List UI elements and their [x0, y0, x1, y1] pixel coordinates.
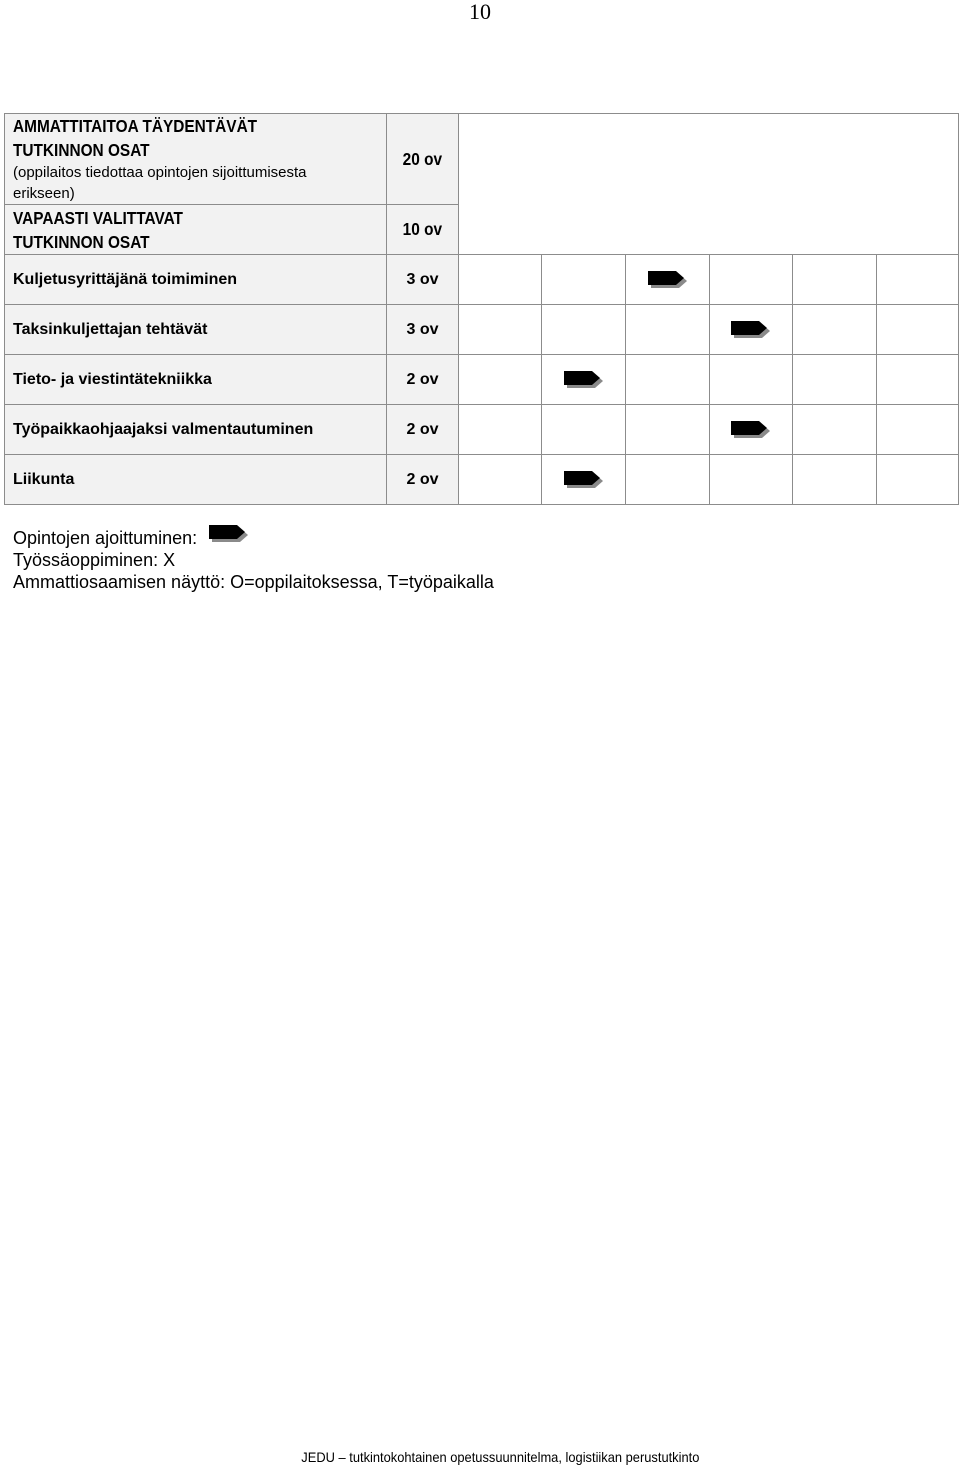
period-cell [459, 355, 542, 405]
legend-timing-label: Opintojen ajoittuminen: [13, 528, 198, 548]
legend-workplace [13, 549, 494, 571]
header-note-2: erikseen) [13, 185, 75, 202]
period-cell [626, 405, 710, 455]
table-row [5, 305, 959, 355]
period-cell [459, 405, 542, 455]
unit-ov: 3 ov [387, 255, 459, 305]
period-cell [877, 255, 959, 305]
period-cell [877, 455, 959, 505]
period-cell [710, 255, 793, 305]
page-number: 10 [469, 0, 491, 24]
header-note-1: (oppilaitos tiedottaa opintojen sijoittumisesta [13, 164, 307, 181]
header-ov-cell [387, 114, 459, 205]
header-ov: 20 ov [402, 148, 443, 169]
arrow-right-icon [731, 419, 771, 441]
period-cell [710, 455, 793, 505]
period-cell [542, 455, 626, 505]
period-cell [542, 355, 626, 405]
arrow-right-icon [731, 319, 771, 341]
header-row [5, 114, 959, 205]
footer-text: JEDU – tutkintokohtainen opetussuunnitelma, logistiikan perustutkinto [300, 1449, 700, 1465]
unit-name: Tieto- ja viestintätekniikka [5, 355, 387, 405]
table-row [5, 255, 959, 305]
legend [13, 527, 494, 593]
period-cell [459, 305, 542, 355]
period-cell [710, 405, 793, 455]
page-footer [0, 1448, 960, 1466]
period-cell [793, 405, 877, 455]
arrow-right-icon [564, 369, 604, 391]
legend-demo-label: Ammattiosaamisen näyttö: O=oppilaitoksessa, T=työpaikalla [13, 572, 494, 592]
arrow-right-icon [648, 269, 688, 291]
period-cell [793, 355, 877, 405]
period-cell [459, 455, 542, 505]
header-title-1: AMMATTITAITOA TÄYDENTÄVÄT [13, 116, 258, 136]
legend-workplace-label: Työssäoppiminen: X [13, 550, 176, 570]
study-plan-table [4, 113, 959, 505]
period-cell [877, 405, 959, 455]
unit-name: Työpaikkaohjaajaksi valmentautuminen [5, 405, 387, 455]
table-row [5, 405, 959, 455]
unit-ov: 2 ov [387, 355, 459, 405]
period-cell [877, 305, 959, 355]
legend-timing [13, 527, 494, 549]
subheader-cell [5, 205, 387, 255]
period-cell [459, 255, 542, 305]
period-cell [793, 455, 877, 505]
period-cell [542, 255, 626, 305]
unit-name: Taksinkuljettajan tehtävät [5, 305, 387, 355]
unit-name: Kuljetusyrittäjänä toimiminen [5, 255, 387, 305]
subheader-title-1: VAPAASTI VALITTAVAT [13, 207, 183, 228]
table-row [5, 355, 959, 405]
period-cell [626, 455, 710, 505]
period-cell [793, 305, 877, 355]
period-cell [710, 355, 793, 405]
unit-name: Liikunta [5, 455, 387, 505]
header-cell [5, 114, 387, 205]
unit-ov: 3 ov [387, 305, 459, 355]
subheader-title-2: TUTKINNON OSAT [13, 231, 150, 252]
arrow-right-icon [209, 523, 249, 545]
header-blank-area [459, 114, 959, 255]
unit-ov: 2 ov [387, 455, 459, 505]
period-cell [793, 255, 877, 305]
period-cell [626, 305, 710, 355]
arrow-right-icon [564, 469, 604, 491]
header-title-2: TUTKINNON OSAT [13, 140, 150, 160]
subheader-ov: 10 ov [402, 219, 443, 239]
period-cell [542, 405, 626, 455]
period-cell [626, 255, 710, 305]
unit-ov: 2 ov [387, 405, 459, 455]
period-cell [626, 355, 710, 405]
legend-demo [13, 571, 494, 593]
period-cell [710, 305, 793, 355]
subheader-ov-cell [387, 205, 459, 255]
period-cell [877, 355, 959, 405]
period-cell [542, 305, 626, 355]
table-row [5, 455, 959, 505]
